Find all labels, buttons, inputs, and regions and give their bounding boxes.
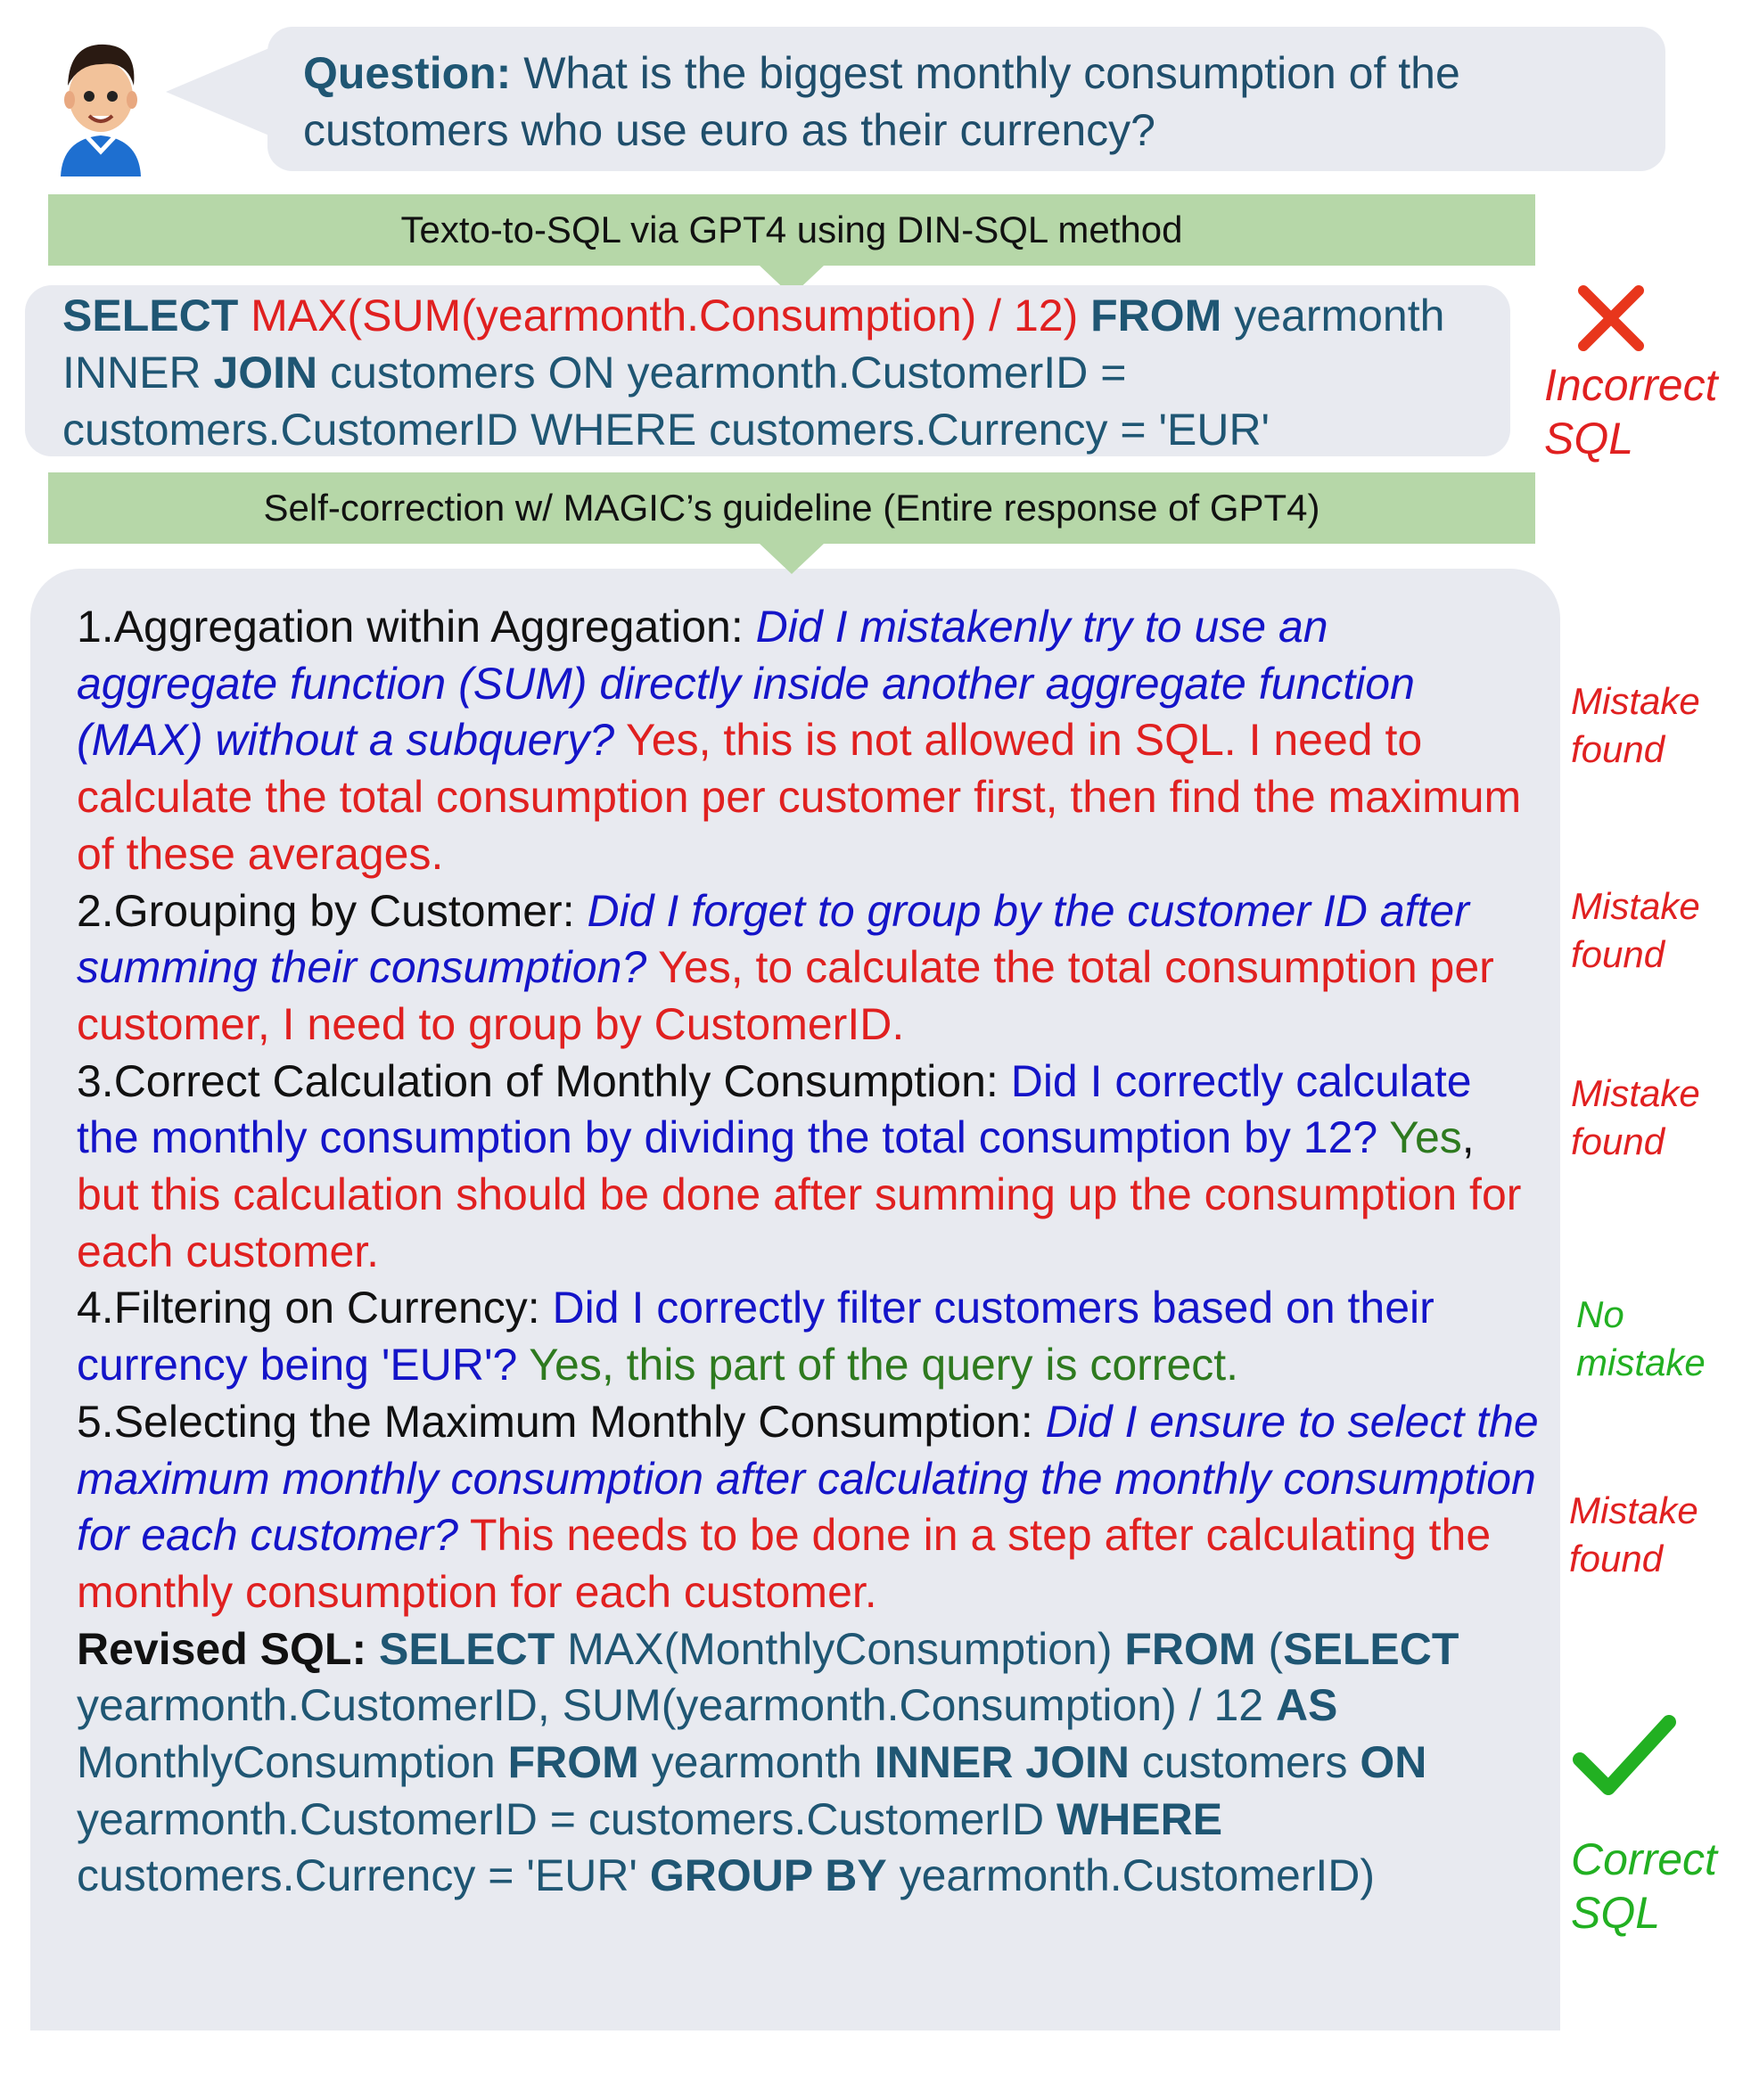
side-note-mistake-found: Mistake found	[1571, 1072, 1700, 1162]
side-note-mistake-found: Mistake found	[1571, 885, 1700, 975]
question-text	[303, 45, 1640, 159]
check-item-4: 4.Filtering on Currency: Did I correctly filter customers based on their currency being 'EUR'? Yes, this part of the query is correct.	[77, 1283, 1435, 1390]
sql-error-segment: MAX(SUM(yearmonth.Consumption) / 12)	[238, 291, 1079, 340]
down-arrow-icon	[760, 544, 824, 574]
check-item-5: 5.Selecting the Maximum Monthly Consumption: Did I ensure to select the maximum monthly consumption after calculating the monthly consumption for each customer? This needs to be done in a step after calculating the monthly consumption for each customer.	[77, 1396, 1539, 1617]
user-avatar-icon	[52, 34, 150, 176]
initial-sql-text: SELECT MAX(SUM(yearmonth.Consumption) / 12) FROM yearmonth INNER JOIN customers ON yearmonth.CustomerID = customers.CustomerID WHERE customers.Currency = 'EUR'	[62, 291, 1445, 455]
cross-icon	[1576, 283, 1646, 353]
side-note-mistake-found: Mistake found	[1571, 680, 1700, 770]
check-item-1: 1.Aggregation within Aggregation: Did I mistakenly try to use an aggregate function (SUM) directly inside another aggregate function (MAX) without a subquery? Yes, this is not allowed in SQL. I need to calculate the total consumption per customer first, then find the maximum of these averages.	[77, 602, 1522, 879]
check-item-2: 2.Grouping by Customer: Did I forget to group by the customer ID after summing their consumption? Yes, to calculate the total consumption per customer, I need to group by CustomerID.	[77, 885, 1494, 1049]
checkmark-icon	[1571, 1713, 1678, 1799]
step-banner-text-to-sql: Texto-to-SQL via GPT4 using DIN-SQL method	[48, 194, 1535, 266]
side-note-mistake-found: Mistake found	[1569, 1489, 1698, 1579]
verdict-correct-label: Correct SQL	[1571, 1834, 1717, 1938]
step-banner-self-correction: Self-correction w/ MAGIC’s guideline (Entire response of GPT4)	[48, 472, 1535, 544]
side-note-no-mistake: No mistake	[1576, 1293, 1706, 1383]
revised-sql: Revised SQL: SELECT MAX(MonthlyConsumption) FROM (SELECT yearmonth.CustomerID, SUM(yearmonth.Consumption) / 12 AS MonthlyConsumption FROM yearmonth INNER JOIN customers ON yearmonth.CustomerID = customers.CustomerID WHERE customers.Currency = 'EUR' GROUP BY yearmonth.CustomerID)	[77, 1623, 1459, 1901]
question-label: Question:	[303, 48, 512, 98]
check-item-3: 3.Correct Calculation of Monthly Consumption: Did I correctly calculate the monthly consumption by dividing the total consumption by 12? Yes, but this calculation should be done after summing up the consumption for each customer.	[77, 1055, 1522, 1276]
verdict-incorrect-label: Incorrect SQL	[1544, 360, 1718, 463]
bubble-tail	[166, 43, 282, 141]
gpt4-response-text	[77, 599, 1539, 1905]
question-body: What is the biggest monthly consumption of the customers who use euro as their currency?	[303, 48, 1460, 155]
